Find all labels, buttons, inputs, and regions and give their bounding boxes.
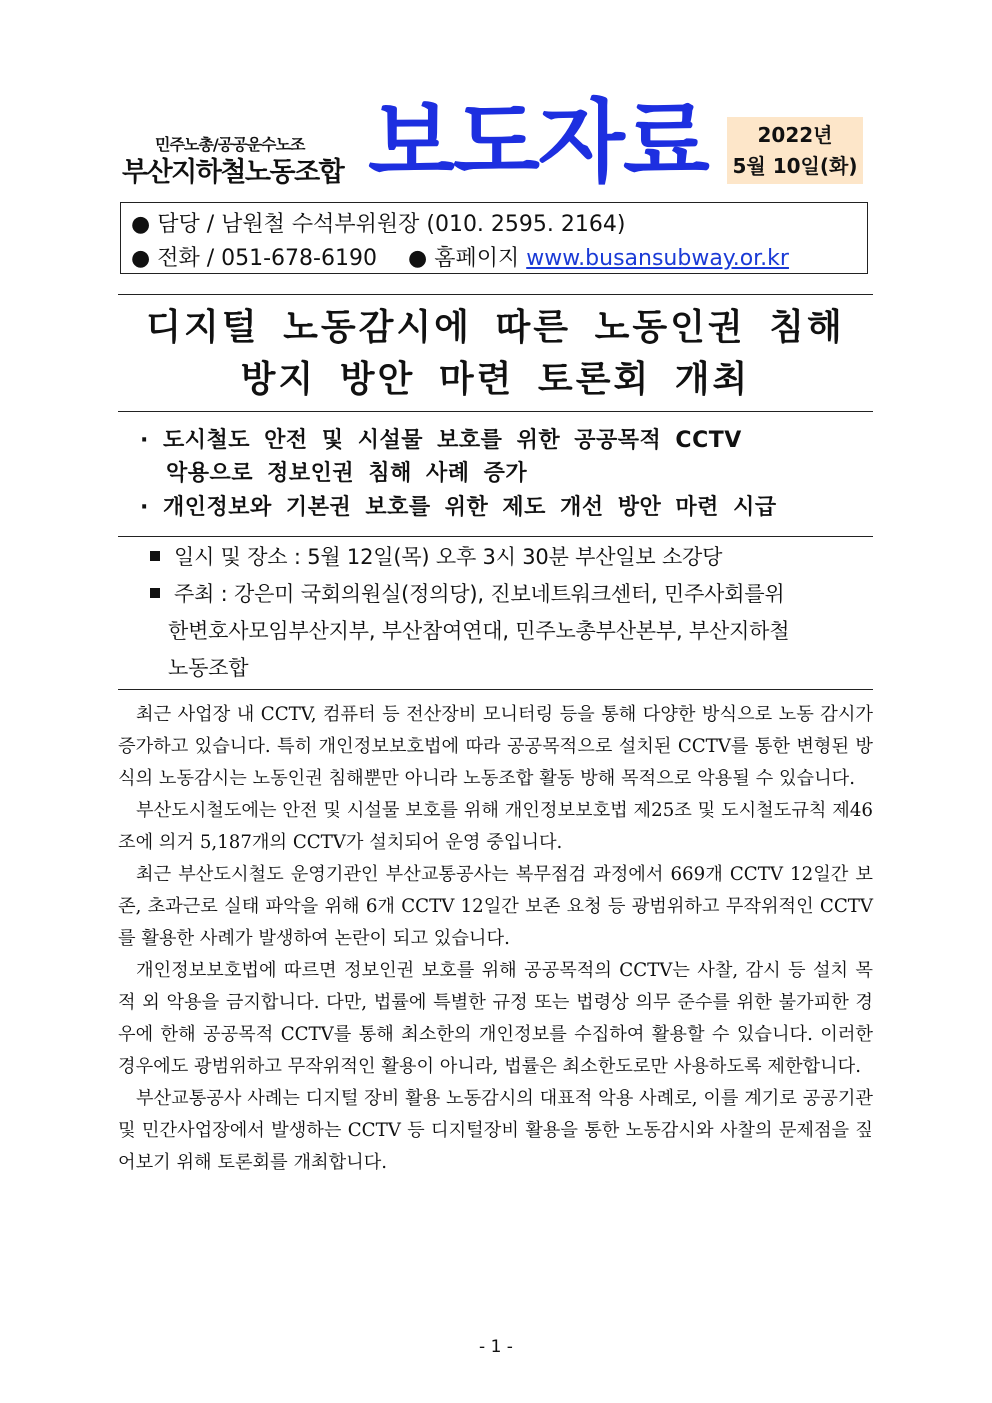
event-host-cont: 노동조합: [168, 656, 249, 680]
divider: [118, 294, 873, 295]
square-bullet-icon: [150, 551, 160, 561]
event-host-text: 주최 : 강은미 국회의원실(정의당), 진보네트워크센터, 민주사회를위: [174, 582, 785, 606]
headline-line-2: 방지 방안 마련 토론회 개최: [240, 359, 751, 400]
body-paragraph: 부산교통공사 사례는 디지털 장비 활용 노동감시의 대표적 악용 사례로, 이를 계기로 공공기관 및 민간사업장에서 발생하는 CCTV 등 디지털장비 활용을 통한 노동감시와 사찰의 문제점을 짚어보기 위해 토론회를 개최합니다.: [118, 1088, 874, 1173]
bullet-icon: ●: [131, 212, 151, 237]
headline: [118, 302, 873, 406]
org-affiliation: 민주노총/공공운수노조: [155, 135, 305, 154]
subtitle-2: · 개인정보와 기본권 보호를 위한 제도 개선 방안 마련 시급: [140, 495, 777, 520]
divider: [118, 411, 873, 412]
body-text: [118, 699, 873, 1179]
homepage-link[interactable]: www.busansubway.or.kr: [526, 246, 789, 271]
body-paragraph: 최근 부산도시철도 운영기관인 부산교통공사는 복무점검 과정에서 669개 CCTV 12일간 보존, 초과근로 실태 파악을 위해 6개 CCTV 12일간 보존 요청 등 광범위하고 무작위적인 CCTV를 활용한 사례가 발생하여 논란이 되고 있습니다.: [118, 864, 873, 949]
release-date-day: 5월 10일(화): [732, 154, 858, 178]
square-bullet-icon: [150, 588, 160, 598]
body-paragraph: 개인정보보호법에 따르면 정보인권 보호를 위해 공공목적의 CCTV는 사찰, 감시 등 설치 목적 외 악용을 금지합니다. 다만, 법률에 특별한 규정 또는 법령상 의무 준수를 위한 불가피한 경우에 한해 공공목적 CCTV를 통해 최소한의 개인정보를 수집하여 활용할 수 있습니다. 이러한 경우에도 광범위하고 무작위적인 활용이 아니라, 법률은 최소한도로만 사용하도록 제한합니다.: [118, 960, 873, 1077]
page-number: - 1 -: [479, 1337, 513, 1357]
contact-homepage: [408, 241, 789, 272]
homepage-label: 홈페이지: [434, 246, 520, 271]
divider: [118, 536, 873, 537]
contact-phone-text: 전화 / 051-678-6190: [157, 246, 377, 271]
event-host-cont: 한변호사모임부산지부, 부산참여연대, 민주노총부산본부, 부산지하철: [168, 619, 790, 643]
contact-phone: [131, 241, 377, 272]
body-paragraph: 부산도시철도에는 안전 및 시설물 보호를 위해 개인정보보호법 제25조 및 도시철도규칙 제46조에 의거 5,187개의 CCTV가 설치되어 운영 중입니다.: [118, 800, 873, 853]
press-release-heading: 보도자료: [368, 90, 708, 195]
contact-box: [120, 202, 868, 274]
divider: [118, 689, 873, 690]
subtitle-1-cont: 악용으로 정보인권 침해 사례 증가: [166, 461, 528, 486]
bullet-icon: ●: [408, 246, 428, 271]
body-paragraph: 최근 사업장 내 CCTV, 컴퓨터 등 전산장비 모니터링 등을 통해 다양한 방식으로 노동 감시가 증가하고 있습니다. 특히 개인정보보호법에 따라 공공목적으로 설치된 CCTV를 통한 변형된 방식의 노동감시는 노동인권 침해뿐만 아니라 노동조합 활동 방해 목적으로 악용될 수 있습니다.: [118, 704, 873, 789]
subtitle-1: · 도시철도 안전 및 시설물 보호를 위한 공공목적 CCTV: [140, 428, 742, 453]
headline-line-1: 디지털 노동감시에 따른 노동인권 침해: [146, 307, 845, 348]
contact-manager: [131, 207, 625, 238]
contact-manager-text: 담당 / 남원철 수석부위원장 (010. 2595. 2164): [157, 212, 626, 237]
event-when-where-text: 일시 및 장소 : 5월 12일(목) 오후 3시 30분 부산일보 소강당: [174, 545, 723, 569]
org-name: 부산지하철노동조합: [122, 157, 344, 188]
event-host: [150, 576, 785, 613]
release-date-box: [727, 117, 863, 184]
event-when-where: [150, 539, 722, 576]
bullet-icon: ●: [131, 246, 151, 271]
release-date-year: 2022년: [757, 123, 833, 147]
